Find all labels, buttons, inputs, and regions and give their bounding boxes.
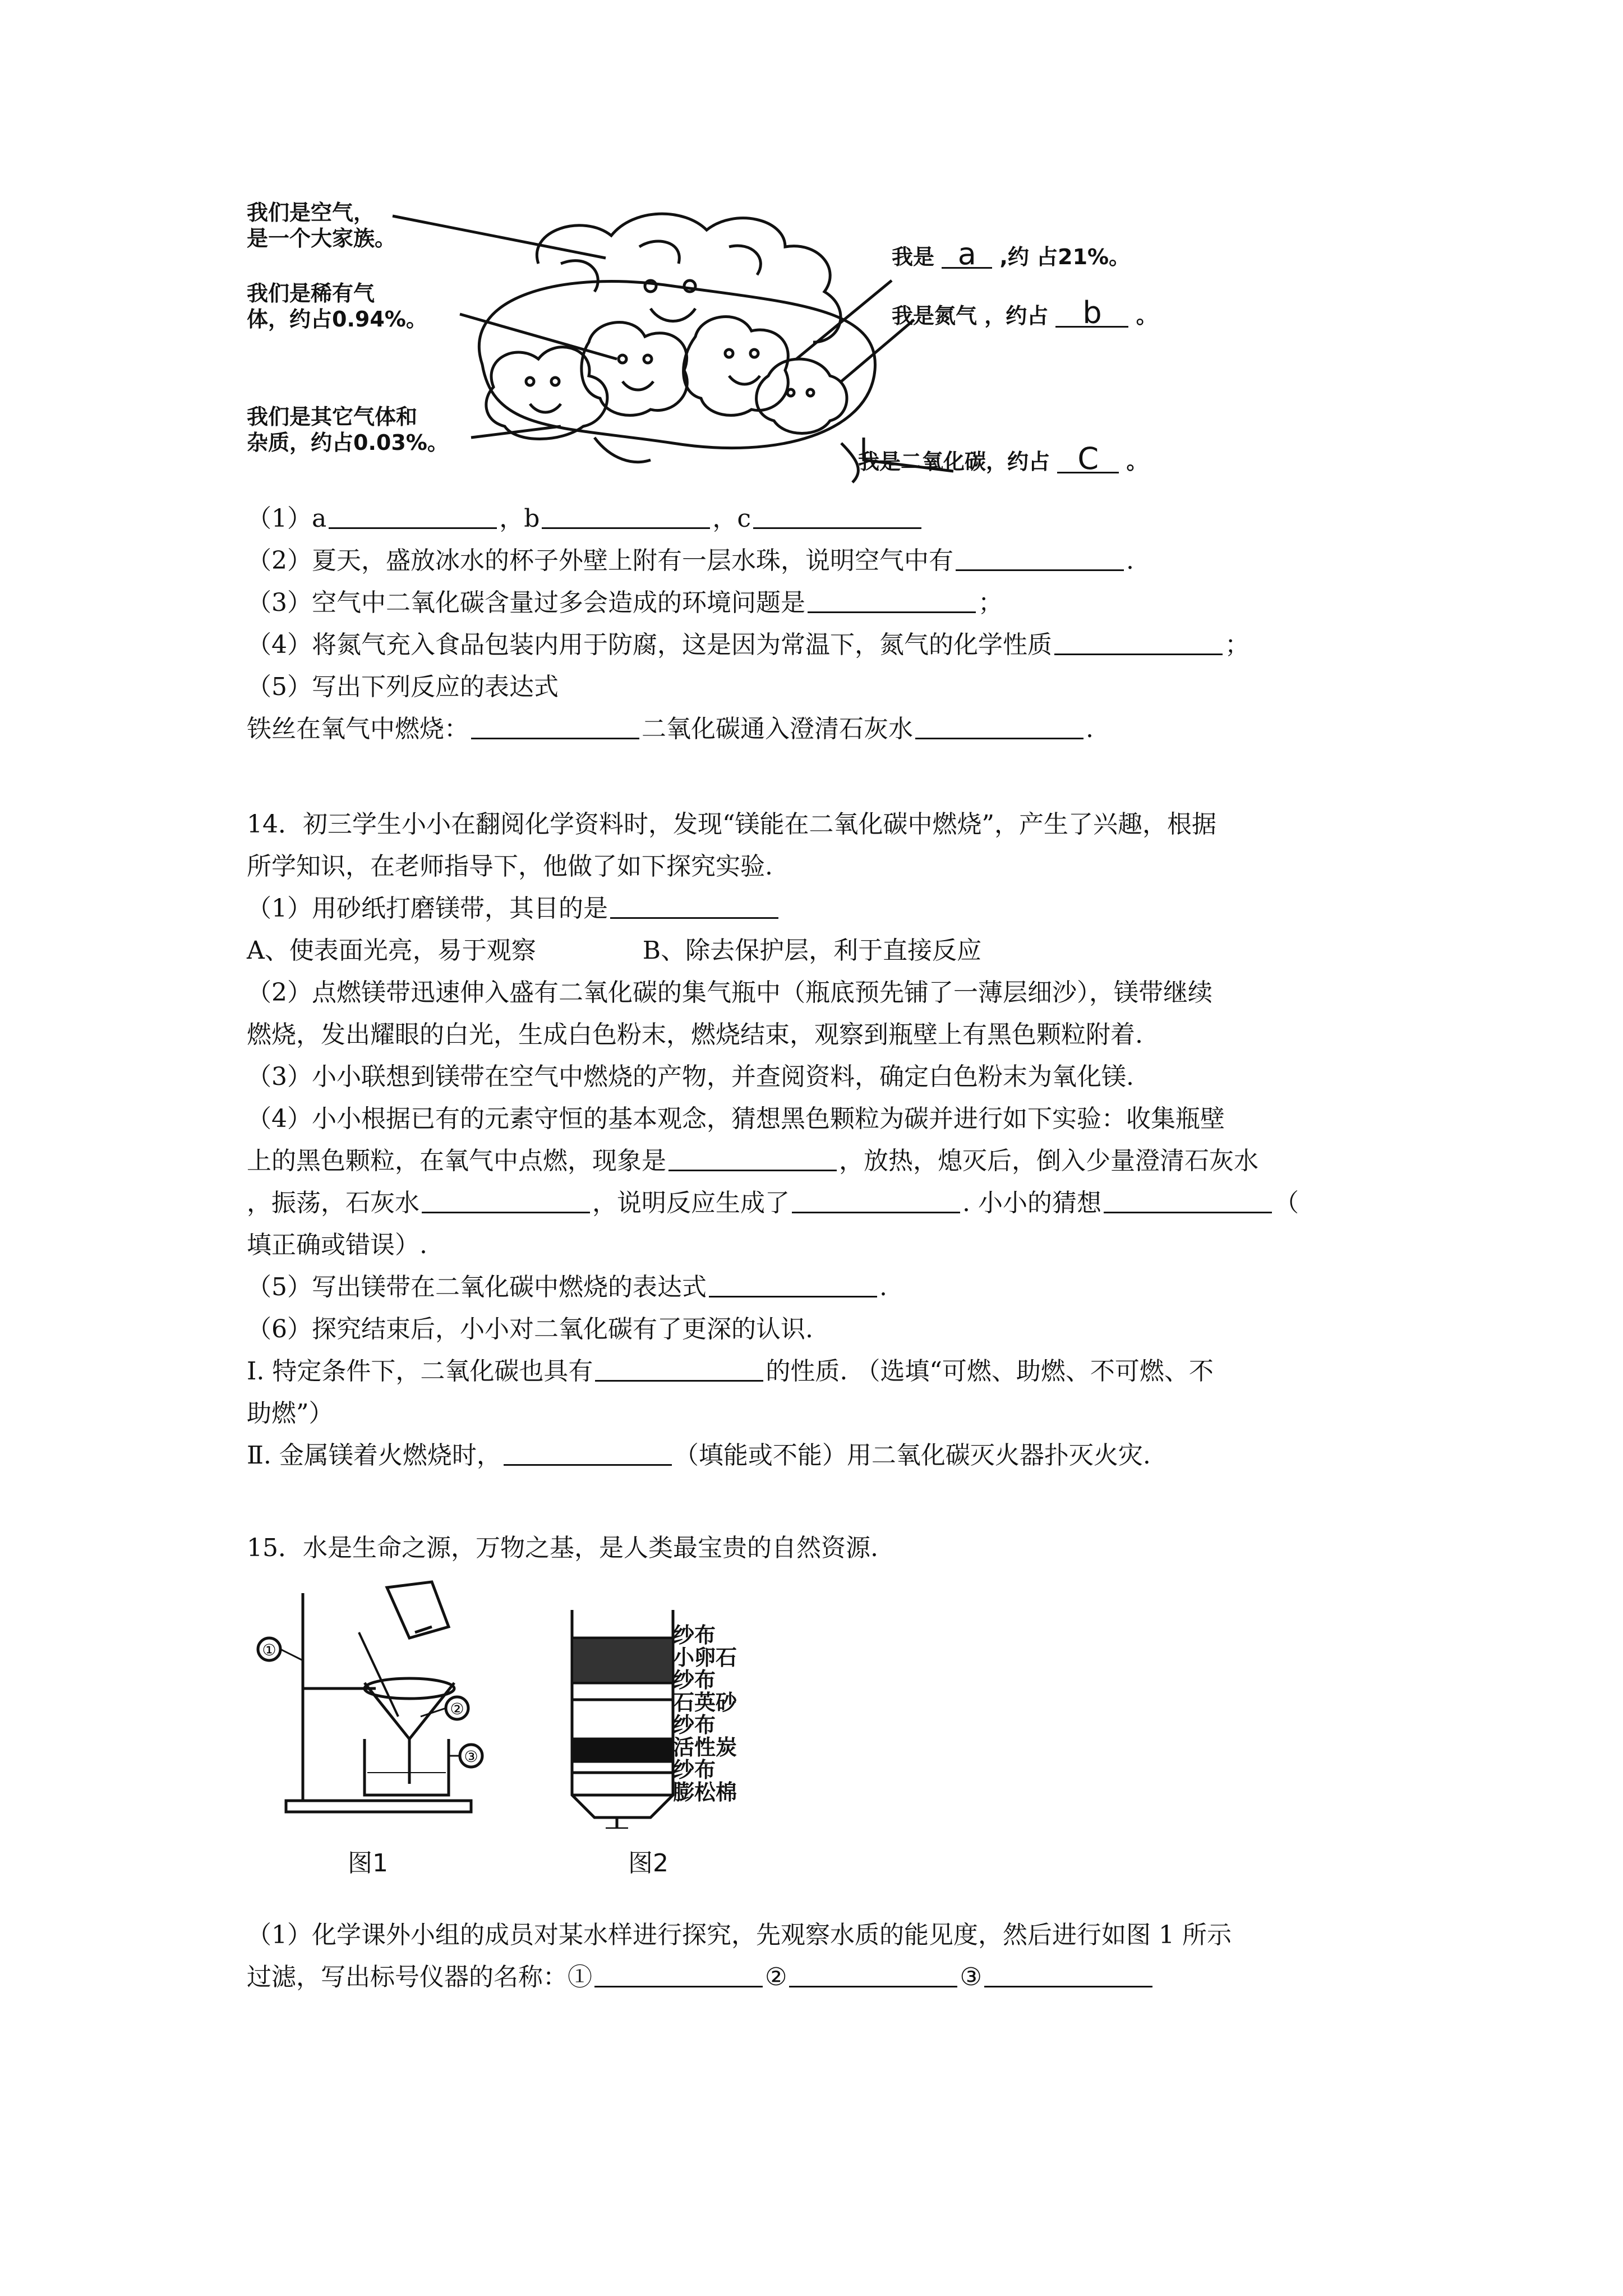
q14-option-a[interactable]: A、使表面光亮，易于观察: [247, 936, 536, 965]
answer-blank[interactable]: [808, 589, 976, 613]
q13-part5: （5）写出下列反应的表达式: [247, 673, 559, 701]
nitrogen-label-pre: 我是氮气 ，约占: [892, 303, 1049, 328]
q13-part3: [247, 586, 1003, 620]
q14-line1: 14．初三学生小小在翻阅化学资料时，发现“镁能在二氧化碳中燃烧”，产生了兴趣，根据: [247, 810, 1216, 839]
q14-line9-b: ，放热，熄灭后，倒入少量澄清石灰水: [839, 1147, 1258, 1175]
q15-line2: （1）化学课外小组的成员对某水样进行探究，先观察水质的能见度，然后进行如图 1 所示: [247, 1921, 1232, 1949]
answer-blank[interactable]: [753, 505, 921, 529]
q14-line7: （3）小小联想到镁带在空气中燃烧的产物，并查阅资料，确定白色粉末为氧化镁.: [247, 1062, 1134, 1091]
rare-gas-line-1: 我们是稀有气: [247, 281, 375, 306]
answer-blank[interactable]: [1104, 1189, 1272, 1213]
answer-blank[interactable]: [594, 1963, 763, 1987]
q13-part1-a: （1）a: [247, 504, 327, 533]
q14-line16-b: （填能或不能）用二氧化碳灭火器扑灭火灾.: [674, 1441, 1151, 1470]
q14-line10-a: ，振荡，石灰水: [247, 1189, 419, 1217]
layer-activated-carbon: 活性炭: [673, 1735, 737, 1760]
q14-part1-text: （1）用砂纸打磨镁带，其目的是: [247, 894, 608, 923]
q14-line12-b: .: [879, 1273, 887, 1301]
q14-line10: [247, 1186, 1299, 1220]
q14-line6: 燃烧，发出耀眼的白光，生成白色粉末，燃烧结束，观察到瓶壁上有黑色颗粒附着.: [247, 1020, 1143, 1049]
co2-blank: C: [1057, 446, 1119, 473]
q14-line14: [247, 1355, 1214, 1388]
answer-blank[interactable]: [668, 1147, 837, 1171]
answer-blank[interactable]: [542, 505, 710, 529]
q14-line3: [247, 892, 781, 926]
q13-part1-c: ，c: [712, 504, 751, 533]
q14-line9-a: 上的黑色颗粒，在氧气中点燃，现象是: [247, 1147, 666, 1175]
air-family-label: [247, 200, 396, 251]
answer-blank[interactable]: [915, 715, 1083, 739]
rare-gas-label: [247, 280, 427, 332]
mark-2: ②: [450, 1700, 464, 1718]
layer-cotton: 膨松棉: [673, 1780, 737, 1805]
q13-part6: [247, 712, 1094, 746]
other-gases-line-2: 杂质，约占0.03%。: [247, 430, 449, 455]
other-gases-line-1: 我们是其它气体和: [247, 404, 418, 429]
q14-option-b[interactable]: B、除去保护层，利于直接反应: [642, 936, 982, 965]
figure2-caption: 图2: [628, 1849, 668, 1878]
nitrogen-blank: b: [1055, 300, 1128, 328]
mark-1: ①: [262, 1641, 276, 1659]
q14-options: [247, 934, 981, 968]
q13-part3-end: ；: [978, 588, 1003, 617]
purifier-labels: [673, 1624, 737, 1803]
oxygen-label-pre: 我是: [892, 245, 935, 269]
mark-3: ③: [464, 1747, 478, 1766]
q13-part6-end: .: [1086, 715, 1094, 743]
oxygen-blank: a: [942, 241, 992, 269]
answer-blank[interactable]: [471, 715, 639, 739]
q13-part2-text: （2）夏天，盛放冰水的杯子外壁上附有一层水珠，说明空气中有: [247, 546, 953, 575]
answer-blank[interactable]: [422, 1189, 590, 1213]
q14-line16: [247, 1439, 1151, 1473]
air-family-line-1: 我们是空气，: [247, 200, 375, 225]
q15-line3-c: ③: [960, 1963, 982, 1991]
layer-pebbles: 小卵石: [673, 1645, 737, 1670]
q13-part4: [247, 628, 1249, 662]
q13-part1-b: ，b: [499, 504, 540, 533]
layer-gauze-3: 纱布: [673, 1713, 716, 1737]
q14-line14-b: 的性质. （选填“可燃、助燃、不可燃、不: [766, 1357, 1214, 1386]
co2-label-post: 。: [1126, 449, 1148, 474]
oxygen-label: [892, 236, 1131, 272]
q14-line13: （6）探究结束后，小小对二氧化碳有了更深的认识.: [247, 1315, 813, 1343]
answer-blank[interactable]: [956, 547, 1124, 571]
air-family-line-2: 是一个大家族。: [247, 226, 396, 251]
q15-line3-a: 过滤，写出标号仪器的名称：①: [247, 1963, 592, 1991]
filtration-apparatus-drawing: [247, 1571, 561, 1829]
answer-blank[interactable]: [1054, 631, 1223, 655]
nitrogen-label-post: 。: [1136, 303, 1158, 328]
q13-part6-iron: 铁丝在氧气中燃烧：: [247, 715, 469, 743]
oxygen-label-post: ,约 占21%。: [999, 245, 1131, 269]
q14-line10-c: . 小小的猜想: [962, 1189, 1101, 1217]
q14-line2: 所学知识，在老师指导下，他做了如下探究实验.: [247, 852, 773, 881]
q13-part4-end: ；: [1225, 631, 1249, 659]
q13-part1: [247, 502, 924, 536]
co2-label: [858, 441, 1148, 476]
answer-blank[interactable]: [329, 505, 497, 529]
filtration-figure: [247, 1571, 561, 1885]
q14-line10-d: （: [1274, 1189, 1299, 1217]
layer-gauze-2: 纱布: [673, 1668, 716, 1692]
layer-quartz-sand: 石英砂: [673, 1690, 737, 1715]
q13-part3-text: （3）空气中二氧化碳含量过多会造成的环境问题是: [247, 588, 805, 617]
q14-line10-b: ，说明反应生成了: [592, 1189, 790, 1217]
q15-line1: 15．水是生命之源，万物之基，是人类最宝贵的自然资源.: [247, 1534, 878, 1562]
q14-line12-a: （5）写出镁带在二氧化碳中燃烧的表达式: [247, 1273, 707, 1301]
answer-blank[interactable]: [595, 1358, 763, 1382]
q14-line15: 助燃”）: [247, 1399, 334, 1428]
co2-label-pre: 我是二氧化碳，约占: [858, 449, 1050, 474]
air-family-figure: [247, 196, 1234, 488]
answer-blank[interactable]: [792, 1189, 960, 1213]
q14-line16-a: Ⅱ. 金属镁着火燃烧时，: [247, 1441, 501, 1470]
q13-part2-end: .: [1126, 546, 1134, 575]
other-gases-label: [247, 404, 449, 455]
figure1-caption: 图1: [348, 1849, 388, 1878]
q15-line3: [247, 1961, 1155, 1994]
water-purifier-drawing: [561, 1571, 684, 1829]
layer-gauze-1: 纱布: [673, 1623, 716, 1648]
water-purifier-figure: [561, 1571, 841, 1885]
q13-part4-text: （4）将氮气充入食品包装内用于防腐，这是因为常温下，氮气的化学性质: [247, 631, 1052, 659]
q14-line5: （2）点燃镁带迅速伸入盛有二氧化碳的集气瓶中（瓶底预先铺了一薄层细沙），镁带继续: [247, 978, 1212, 1007]
rare-gas-line-2: 体，约占0.94%。: [247, 307, 427, 332]
q14-line11: 填正确或错误）.: [247, 1231, 427, 1259]
layer-gauze-4: 纱布: [673, 1757, 716, 1782]
answer-blank[interactable]: [984, 1963, 1152, 1987]
q13-part2: [247, 544, 1134, 578]
q14-line9: [247, 1144, 1258, 1178]
answer-blank[interactable]: [610, 895, 778, 919]
nitrogen-label: [892, 295, 1158, 330]
q13-part6-co2: 二氧化碳通入澄清石灰水: [642, 715, 913, 743]
answer-blank[interactable]: [789, 1963, 957, 1987]
q15-line3-b: ②: [765, 1963, 787, 1991]
q14-line14-a: Ⅰ. 特定条件下，二氧化碳也具有: [247, 1357, 593, 1386]
q14-line12: [247, 1271, 887, 1304]
answer-blank[interactable]: [504, 1442, 672, 1466]
q14-line8: （4）小小根据已有的元素守恒的基本观念，猜想黑色颗粒为碳并进行如下实验：收集瓶壁: [247, 1105, 1225, 1133]
answer-blank[interactable]: [709, 1273, 877, 1297]
